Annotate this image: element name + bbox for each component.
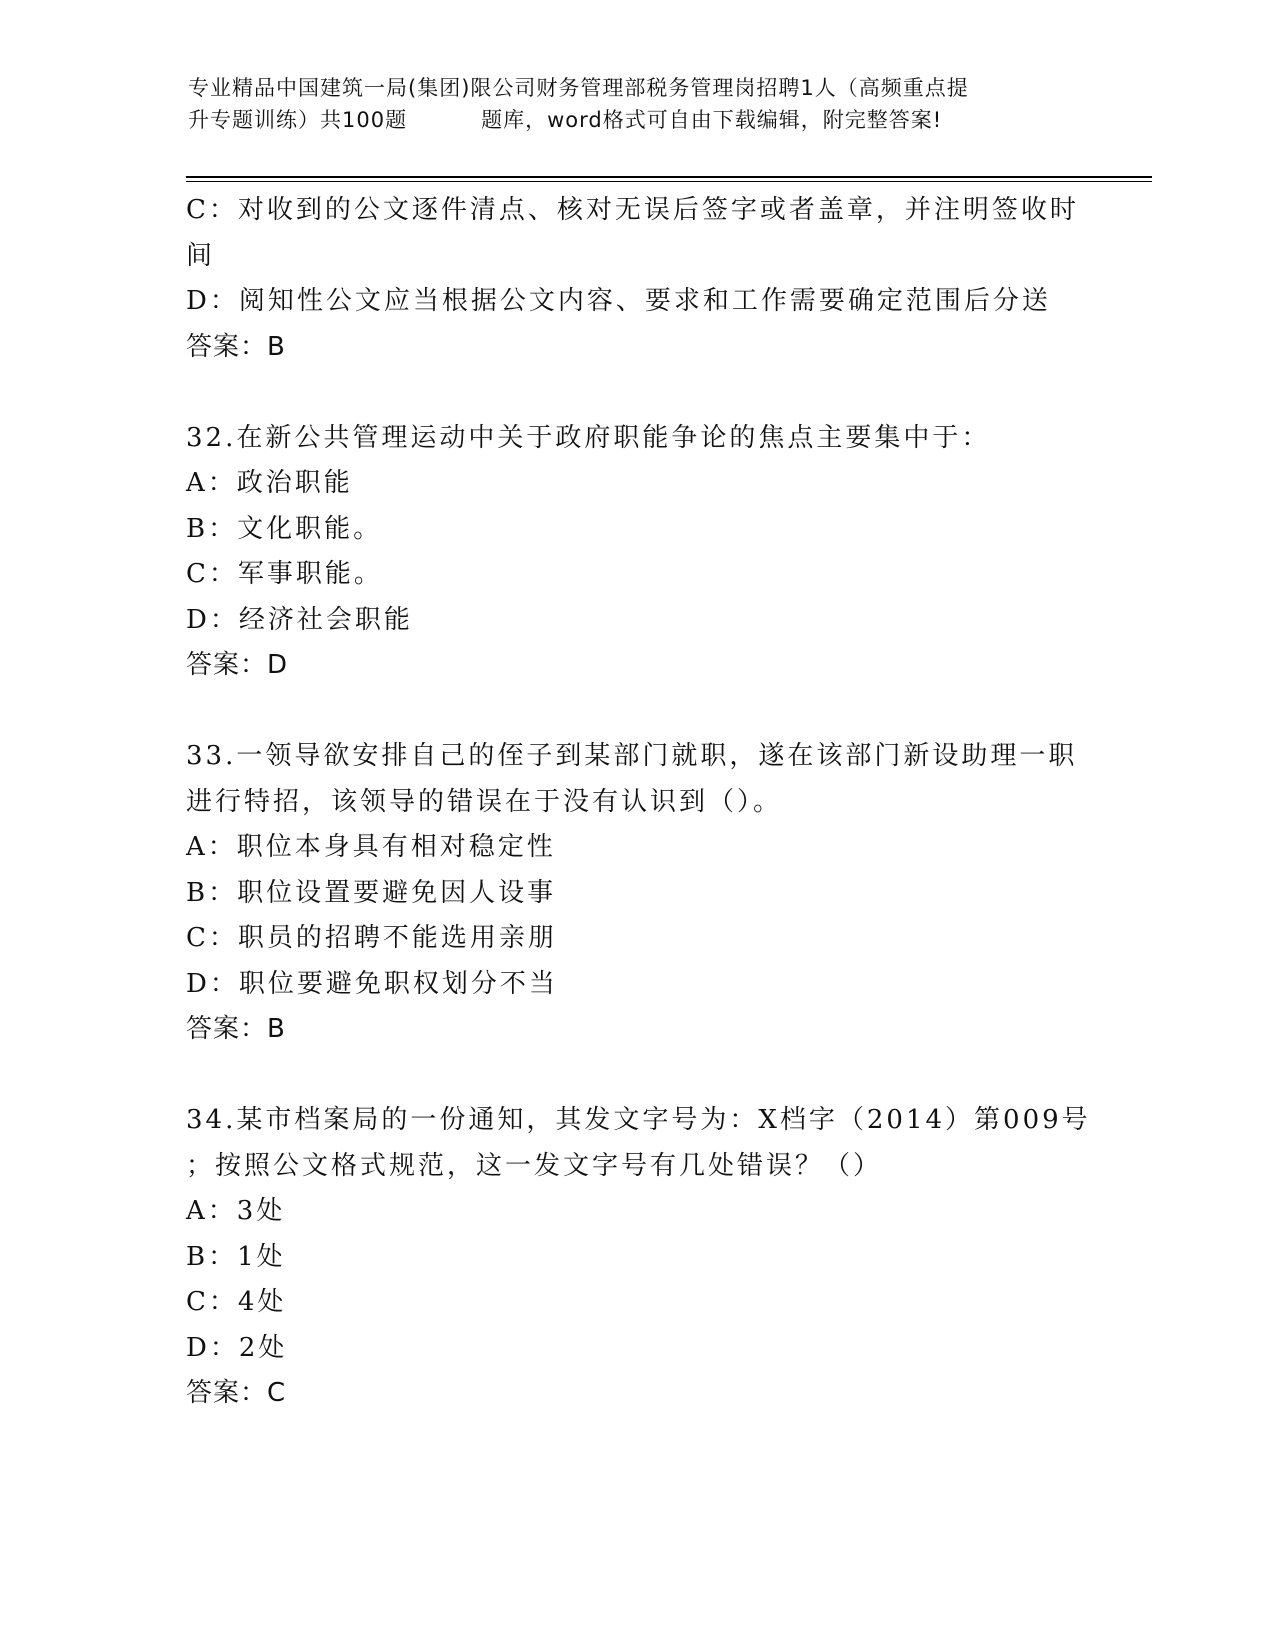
option-c: C：4处 xyxy=(186,1287,287,1317)
option-a: A：职位本身具有相对稳定性 xyxy=(186,832,556,862)
question-stem-line-1: 34.某市档案局的一份通知，其发文字号为：X档字（2014）第009号 xyxy=(186,1105,1091,1135)
option-a: A：3处 xyxy=(186,1196,286,1226)
answer: 答案：D xyxy=(186,650,289,680)
header-title-line-2 xyxy=(188,104,1088,136)
question-stem-line-2: ；按照公文格式规范，这一发文字号有几处错误？（） xyxy=(186,1150,883,1181)
header-title-line-1: 专业精品中国建筑一局(集团)限公司财务管理部税务管理岗招聘1人（高频重点提 xyxy=(188,76,969,100)
option-b: B：文化职能。 xyxy=(186,513,383,544)
answer: 答案：C xyxy=(186,1378,287,1408)
question-stem-line-1: 33.一领导欲安排自己的侄子到某部门就职，遂在该部门新设助理一职 xyxy=(186,741,1078,771)
continued-question xyxy=(186,188,1086,370)
option-d: D：阅知性公文应当根据公文内容、要求和工作需要确定范围后分送 xyxy=(186,286,1051,316)
header-rule-thick xyxy=(186,176,1152,178)
option-d: D：2处 xyxy=(186,1332,288,1363)
header-rule-thin xyxy=(186,181,1152,182)
header-title-line-2-left: 升专题训练）共100题 xyxy=(188,108,408,132)
question-32 xyxy=(186,416,1086,689)
option-c: C：职员的招聘不能选用亲朋 xyxy=(186,923,557,953)
question-content xyxy=(186,188,1091,1417)
option-d: D：经济社会职能 xyxy=(186,604,413,635)
header-title-line-2-right: 题库，word格式可自由下载编辑，附完整答案! xyxy=(481,108,943,132)
answer: 答案：B xyxy=(186,1014,286,1044)
question-stem-line-2: 进行特招，该领导的错误在于没有认识到（）。 xyxy=(186,786,783,817)
option-c-line-1: C：对收到的公文逐件清点、核对无误后签字或者盖章，并注明签收时 xyxy=(186,195,1079,225)
document-header xyxy=(188,72,1088,136)
option-c: C：军事职能。 xyxy=(186,559,383,589)
question-34 xyxy=(186,1098,1091,1417)
question-stem: 32.在新公共管理运动中关于政府职能争论的焦点主要集中于： xyxy=(186,422,991,453)
question-33 xyxy=(186,734,1086,1053)
option-b: B：1处 xyxy=(186,1241,286,1272)
option-b: B：职位设置要避免因人设事 xyxy=(186,877,557,908)
option-a: A：政治职能 xyxy=(186,468,353,498)
option-c-line-2: 间 xyxy=(186,240,216,271)
answer: 答案：B xyxy=(186,331,286,362)
option-d: D：职位要避免职权划分不当 xyxy=(186,968,558,999)
